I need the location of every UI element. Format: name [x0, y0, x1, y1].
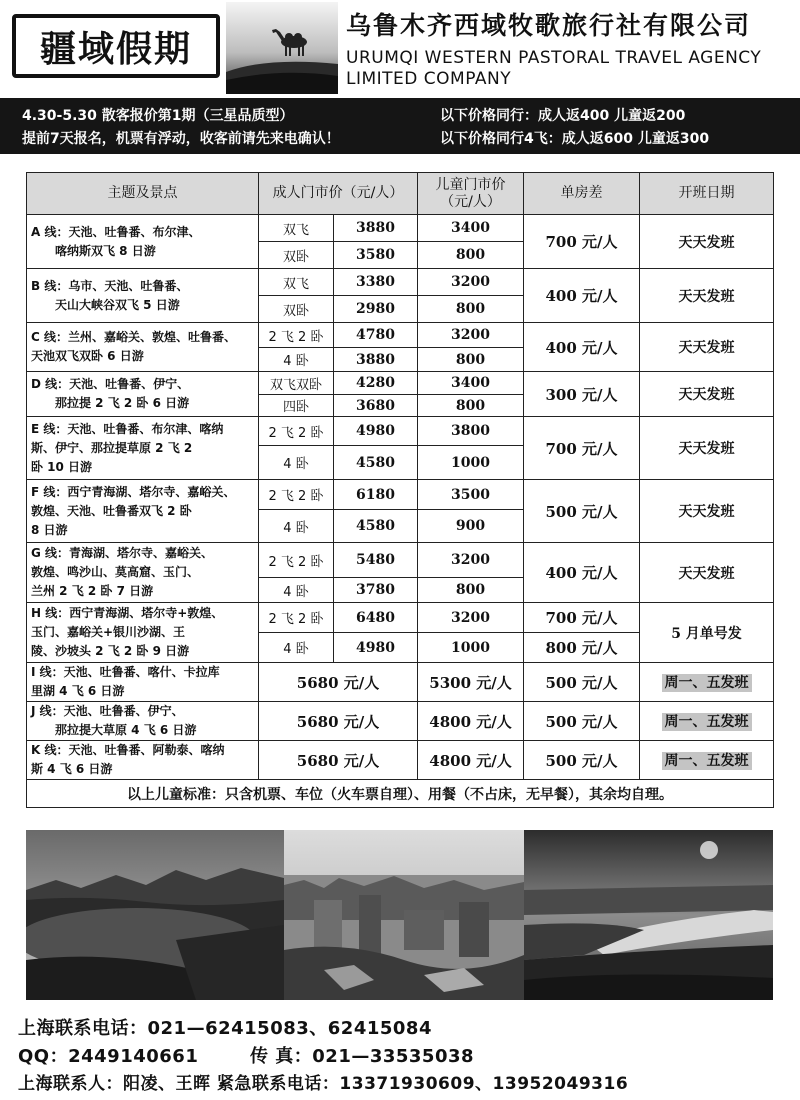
schedule: 天天发班 — [640, 372, 774, 417]
child-price: 1000 — [418, 633, 524, 663]
schedule: 天天发班 — [640, 215, 774, 269]
route-i: I 线：天池、吐鲁番、喀什、卡拉库 里湖 4 飞 6 日游 — [27, 663, 259, 702]
adult-price: 3580 — [334, 242, 418, 269]
table-row — [27, 269, 774, 296]
route-c: C 线：兰州、嘉峪关、敦煌、吐鲁番、 天池双飞双卧 6 日游 — [27, 323, 259, 372]
transport-mode: 4 卧 — [259, 633, 334, 663]
schedule: 天天发班 — [640, 480, 774, 543]
schedule: 天天发班 — [640, 543, 774, 603]
transport-mode: 2 飞 2 卧 — [259, 323, 334, 348]
child-price: 3200 — [418, 543, 524, 578]
table-row — [27, 702, 774, 741]
banner-rebate-4fly: 以下价格同行4飞：成人返600 儿童返300 — [440, 131, 710, 147]
route-f: F 线：西宁青海湖、塔尔寺、嘉峪关、 敦煌、天池、吐鲁番双飞 2 卧 8 日游 — [27, 480, 259, 543]
schedule: 天天发班 — [640, 417, 774, 480]
header-single-supplement: 单房差 — [524, 173, 640, 215]
route-k: K 线：天池、吐鲁番、阿勒泰、喀纳 斯 4 飞 6 日游 — [27, 741, 259, 780]
adult-price: 4780 — [334, 323, 418, 348]
child-price: 800 — [418, 395, 524, 417]
single-supplement: 800 元/人 — [524, 633, 640, 663]
child-price: 3200 — [418, 269, 524, 296]
child-price: 900 — [418, 510, 524, 543]
adult-price: 3680 — [334, 395, 418, 417]
transport-mode: 2 飞 2 卧 — [259, 480, 334, 510]
price-banner — [0, 98, 800, 154]
transport-mode: 2 飞 2 卧 — [259, 603, 334, 633]
adult-price: 2980 — [334, 296, 418, 323]
header-adult-price: 成人门市价（元/人） — [259, 173, 418, 215]
table-row — [27, 741, 774, 780]
company-name — [346, 6, 796, 90]
schedule: 周一、五发班 — [640, 702, 774, 741]
table-note-row — [27, 780, 774, 808]
child-price: 4800 元/人 — [418, 702, 524, 741]
price-table — [26, 172, 774, 808]
single-supplement: 400 元/人 — [524, 543, 640, 603]
adult-price: 4580 — [334, 510, 418, 543]
single-supplement: 500 元/人 — [524, 741, 640, 780]
transport-mode: 双飞 — [259, 269, 334, 296]
table-row — [27, 215, 774, 242]
adult-price: 5680 元/人 — [259, 702, 418, 741]
header-schedule: 开班日期 — [640, 173, 774, 215]
table-row — [27, 323, 774, 348]
schedule: 周一、五发班 — [640, 663, 774, 702]
child-price: 800 — [418, 242, 524, 269]
river-sunset-photo — [524, 830, 773, 1000]
child-price: 5300 元/人 — [418, 663, 524, 702]
table-row — [27, 543, 774, 578]
single-supplement: 400 元/人 — [524, 269, 640, 323]
contact-phone: 上海联系电话：021—62415083、62415084 — [18, 1018, 432, 1039]
table-header-row — [27, 173, 774, 215]
route-g: G 线：青海湖、塔尔寺、嘉峪关、 敦煌、鸣沙山、莫高窟、玉门、 兰州 2 飞 2 卧 7 日游 — [27, 543, 259, 603]
table-row — [27, 663, 774, 702]
route-b: B 线：乌市、天池、吐鲁番、 天山大峡谷双飞 5 日游 — [27, 269, 259, 323]
route-j: J 线：天池、吐鲁番、伊宁、 那拉提大草原 4 飞 6 日游 — [27, 702, 259, 741]
transport-mode: 双飞 — [259, 215, 334, 242]
transport-mode: 2 飞 2 卧 — [259, 417, 334, 446]
route-a: A 线：天池、吐鲁番、布尔津、 喀纳斯双飞 8 日游 — [27, 215, 259, 269]
schedule: 天天发班 — [640, 323, 774, 372]
child-price: 4800 元/人 — [418, 741, 524, 780]
banner-period: 4.30-5.30 散客报价第1期（三星品质型） — [22, 108, 294, 124]
single-supplement: 700 元/人 — [524, 603, 640, 633]
company-name-en-line1: URUMQI WESTERN PASTORAL TRAVEL AGENCY — [346, 48, 762, 68]
contact-fax: 传 真：021—33535038 — [250, 1046, 475, 1067]
table-row — [27, 603, 774, 633]
adult-price: 4980 — [334, 633, 418, 663]
company-name-en-line2: LIMITED COMPANY — [346, 69, 512, 89]
child-price: 3400 — [418, 215, 524, 242]
adult-price: 3780 — [334, 578, 418, 603]
transport-mode: 双飞双卧 — [259, 372, 334, 395]
transport-mode: 4 卧 — [259, 510, 334, 543]
adult-price: 3880 — [334, 215, 418, 242]
lake-mountains-photo — [26, 830, 284, 1000]
adult-price: 5680 元/人 — [259, 663, 418, 702]
child-price: 3400 — [418, 372, 524, 395]
transport-mode: 双卧 — [259, 296, 334, 323]
table-row — [27, 372, 774, 395]
transport-mode: 4 卧 — [259, 348, 334, 372]
single-supplement: 400 元/人 — [524, 323, 640, 372]
header-child-price: 儿童门市价 （元/人） — [418, 173, 524, 215]
header-route: 主题及景点 — [27, 173, 259, 215]
schedule: 5 月单号发 — [640, 603, 774, 663]
single-supplement: 700 元/人 — [524, 417, 640, 480]
single-supplement: 700 元/人 — [524, 215, 640, 269]
table-row — [27, 417, 774, 446]
single-supplement: 300 元/人 — [524, 372, 640, 417]
brand-logo: 疆域假期 — [12, 14, 220, 78]
route-d: D 线：天池、吐鲁番、伊宁、 那拉提 2 飞 2 卧 6 日游 — [27, 372, 259, 417]
table-row — [27, 480, 774, 510]
banner-notice: 提前7天报名，机票有浮动，收客前请先来电确认！ — [22, 131, 340, 147]
child-price: 800 — [418, 348, 524, 372]
route-h: H 线：西宁青海湖、塔尔寺+敦煌、 玉门、嘉峪关+银川沙湖、王 陵、沙坡头 2 飞 2 卧 9 日游 — [27, 603, 259, 663]
camel-logo-image — [226, 2, 338, 94]
scenery-photos — [26, 830, 773, 1000]
header — [0, 0, 800, 98]
child-price: 1000 — [418, 446, 524, 480]
single-supplement: 500 元/人 — [524, 702, 640, 741]
transport-mode: 4 卧 — [259, 578, 334, 603]
transport-mode: 四卧 — [259, 395, 334, 417]
adult-price: 4280 — [334, 372, 418, 395]
schedule: 天天发班 — [640, 269, 774, 323]
adult-price: 6480 — [334, 603, 418, 633]
single-supplement: 500 元/人 — [524, 663, 640, 702]
ancient-ruins-photo — [284, 830, 524, 1000]
child-price: 800 — [418, 578, 524, 603]
adult-price: 3380 — [334, 269, 418, 296]
adult-price: 6180 — [334, 480, 418, 510]
child-price-note: 以上儿童标准：只含机票、车位（火车票自理）、用餐（不占床，无早餐），其余均自理。 — [27, 780, 774, 808]
route-e: E 线：天池、吐鲁番、布尔津、喀纳 斯、伊宁、那拉提草原 2 飞 2 卧 10 日游 — [27, 417, 259, 480]
adult-price: 4580 — [334, 446, 418, 480]
adult-price: 5480 — [334, 543, 418, 578]
single-supplement: 500 元/人 — [524, 480, 640, 543]
transport-mode: 4 卧 — [259, 446, 334, 480]
child-price: 3200 — [418, 323, 524, 348]
child-price: 3500 — [418, 480, 524, 510]
contact-person: 上海联系人：阳凌、王晖 紧急联系电话：13371930609、13952049316 — [18, 1074, 629, 1094]
adult-price: 4980 — [334, 417, 418, 446]
adult-price: 5680 元/人 — [259, 741, 418, 780]
company-name-cn: 乌鲁木齐西域牧歌旅行社有限公司 — [346, 11, 752, 40]
schedule: 周一、五发班 — [640, 741, 774, 780]
adult-price: 3880 — [334, 348, 418, 372]
child-price: 3800 — [418, 417, 524, 446]
child-price: 800 — [418, 296, 524, 323]
contact-qq: QQ：2449140661 — [18, 1046, 199, 1067]
banner-rebate: 以下价格同行：成人返400 儿童返200 — [440, 108, 686, 124]
camel-icon — [272, 29, 307, 56]
transport-mode: 2 飞 2 卧 — [259, 543, 334, 578]
child-price: 3200 — [418, 603, 524, 633]
transport-mode: 双卧 — [259, 242, 334, 269]
